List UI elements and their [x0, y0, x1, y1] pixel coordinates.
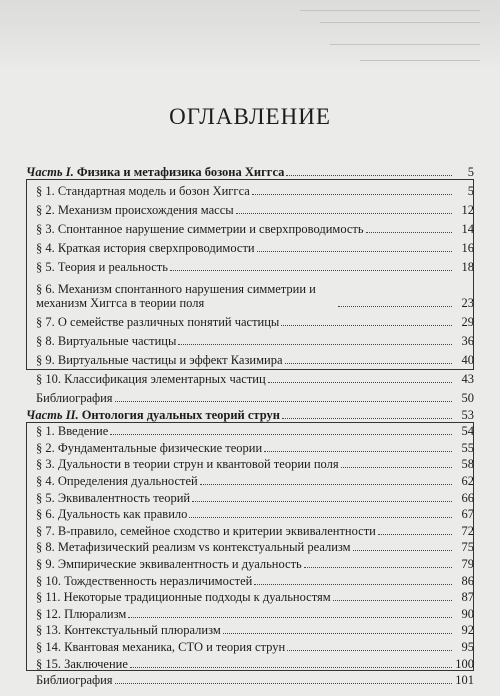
ghost-line: [330, 44, 480, 45]
dot-leader: [341, 467, 452, 468]
toc-entry[interactable]: [26, 621, 474, 638]
entry-label: § 6. Механизм спонтанного нарушения симметрии и механизм Хиггса в теории поля: [36, 282, 316, 310]
page-number: 101: [455, 673, 474, 688]
entry-label: § 1. Стандартная модель и бозон Хиггса: [36, 184, 250, 198]
dot-leader: [236, 213, 452, 214]
page-number: 12: [461, 203, 474, 217]
page-number: 5: [467, 184, 474, 198]
dot-leader: [254, 584, 452, 585]
entry-label: § 8. Метафизический реализм vs контекстуальный реализм: [36, 540, 351, 555]
toc-entry[interactable]: [26, 654, 474, 671]
page-number: 53: [461, 407, 474, 422]
entry-label: Библиография: [36, 673, 113, 688]
dot-leader: [189, 517, 452, 518]
entry-label: § 10. Тождественность неразличимостей: [36, 573, 253, 588]
toc-entry[interactable]: [26, 588, 474, 605]
dot-leader: [200, 484, 452, 485]
page-number: 58: [461, 457, 474, 472]
page-number: 62: [461, 473, 474, 488]
dot-leader: [333, 600, 452, 601]
part-prefix: Часть II.: [26, 407, 79, 422]
toc-entry[interactable]: [26, 217, 474, 236]
page-number: 79: [461, 556, 474, 571]
dot-leader: [285, 363, 453, 364]
page-number: 5: [467, 165, 474, 179]
toc-entry[interactable]: [26, 488, 474, 505]
dot-leader: [353, 550, 452, 551]
entry-label: § 7. О семействе различных понятий частицы: [36, 315, 280, 329]
dot-leader: [287, 650, 452, 651]
toc-entry[interactable]: [26, 179, 474, 198]
entry-label: § 4. Определения дуальностей: [36, 473, 198, 488]
bleed-through-area: [0, 0, 500, 70]
ghost-line: [360, 60, 480, 61]
dot-leader: [170, 270, 452, 271]
entry-label: § 6. Дуальность как правило: [36, 507, 188, 522]
page-number: 29: [461, 315, 474, 329]
page-number: 36: [461, 334, 474, 348]
toc-entry[interactable]: [26, 538, 474, 555]
entry-label: § 14. Квантовая механика, СТО и теория струн: [36, 639, 286, 654]
dot-leader: [178, 344, 452, 345]
page-number: 16: [461, 241, 474, 255]
entry-label: § 9. Виртуальные частицы и эффект Казимира: [36, 353, 283, 367]
dot-leader: [110, 434, 452, 435]
dot-leader: [366, 232, 452, 233]
toc-entry[interactable]: [26, 274, 474, 310]
entry-label: § 1. Введение: [36, 424, 109, 439]
toc-entry[interactable]: [26, 198, 474, 217]
dot-leader: [264, 451, 452, 452]
ghost-line: [300, 10, 480, 11]
page-number: 14: [461, 222, 474, 236]
part-heading[interactable]: [26, 405, 474, 422]
page-number: 100: [455, 656, 474, 671]
page-number: 40: [461, 353, 474, 367]
dot-leader: [130, 667, 452, 668]
part-heading-label: [26, 165, 284, 179]
toc-entry[interactable]: [26, 571, 474, 588]
entry-label: § 8. Виртуальные частицы: [36, 334, 177, 348]
toc-entry[interactable]: [26, 505, 474, 522]
page-title: ОГЛАВЛЕНИЕ: [169, 104, 331, 129]
toc-entry[interactable]: [26, 236, 474, 255]
toc-entry[interactable]: [26, 554, 474, 571]
dot-leader: [115, 401, 452, 402]
page-number: 18: [461, 260, 474, 274]
entry-label: § 13. Контекстуальный плюрализм: [36, 623, 221, 638]
entry-label: § 12. Плюрализм: [36, 606, 127, 621]
entry-label: § 5. Теория и реальность: [36, 260, 168, 274]
page-number: 87: [461, 590, 474, 605]
entry-label: § 2. Механизм происхождения массы: [36, 203, 234, 217]
dot-leader: [115, 683, 452, 684]
bibliography-entry[interactable]: [26, 386, 474, 405]
part-heading[interactable]: [26, 160, 474, 179]
dot-leader: [128, 617, 452, 618]
page-number: 67: [461, 507, 474, 522]
dot-leader: [282, 418, 452, 419]
toc-entry[interactable]: [26, 637, 474, 654]
toc-entry[interactable]: [26, 367, 474, 386]
toc-entry[interactable]: [26, 329, 474, 348]
bibliography-entry[interactable]: [26, 671, 474, 688]
toc-entry[interactable]: [26, 455, 474, 472]
page-number: 50: [461, 391, 474, 405]
part-name: Онтология дуальных теорий струн: [81, 407, 280, 422]
dot-leader: [192, 501, 452, 502]
page-number: 95: [461, 639, 474, 654]
dot-leader: [304, 567, 452, 568]
entry-label: § 11. Некоторые традиционные подходы к дуальностям: [36, 590, 331, 605]
toc-entry[interactable]: [26, 471, 474, 488]
entry-label: Библиография: [36, 391, 113, 405]
entry-label: § 5. Эквивалентность теорий: [36, 490, 191, 505]
page-number: 66: [461, 490, 474, 505]
entry-label: § 9. Эмпирические эквивалентность и дуальность: [36, 556, 302, 571]
dot-leader: [338, 306, 452, 307]
dot-leader: [257, 251, 452, 252]
toc-entry[interactable]: [26, 310, 474, 329]
page-number: 92: [461, 623, 474, 638]
page-number: 90: [461, 606, 474, 621]
toc-entry[interactable]: [26, 348, 474, 367]
entry-label: § 15. Заключение: [36, 656, 128, 671]
page-number: 43: [461, 372, 474, 386]
page-number: 54: [461, 424, 474, 439]
dot-leader: [268, 382, 452, 383]
dot-leader: [252, 194, 452, 195]
toc-entry[interactable]: [26, 521, 474, 538]
page-number: 72: [461, 523, 474, 538]
entry-label: § 3. Спонтанное нарушение симметрии и сверхпроводимость: [36, 222, 364, 236]
part-prefix: Часть I.: [26, 165, 74, 179]
ghost-line: [320, 22, 480, 23]
toc-entry[interactable]: [26, 255, 474, 274]
toc-entry[interactable]: [26, 438, 474, 455]
page-number: 23: [461, 296, 474, 310]
dot-leader: [281, 325, 452, 326]
entry-label: § 10. Классификация элементарных частиц: [36, 372, 266, 386]
entry-label: § 7. B-правило, семейное сходство и критерии эквивалентности: [36, 523, 376, 538]
page-number: 55: [461, 440, 474, 455]
part-heading-label: [26, 408, 280, 422]
entry-label: § 2. Фундаментальные физические теории: [36, 440, 263, 455]
dot-leader: [286, 175, 452, 176]
dot-leader: [223, 633, 452, 634]
entry-label: § 4. Краткая история сверхпроводимости: [36, 241, 255, 255]
page-number: 86: [461, 573, 474, 588]
toc-entry[interactable]: [26, 422, 474, 439]
entry-label: § 3. Дуальности в теории струн и квантовой теории поля: [36, 457, 339, 472]
dot-leader: [378, 534, 452, 535]
page-number: 75: [461, 540, 474, 555]
part-name: Физика и метафизика бозона Хиггса: [76, 165, 285, 179]
toc-entry[interactable]: [26, 604, 474, 621]
